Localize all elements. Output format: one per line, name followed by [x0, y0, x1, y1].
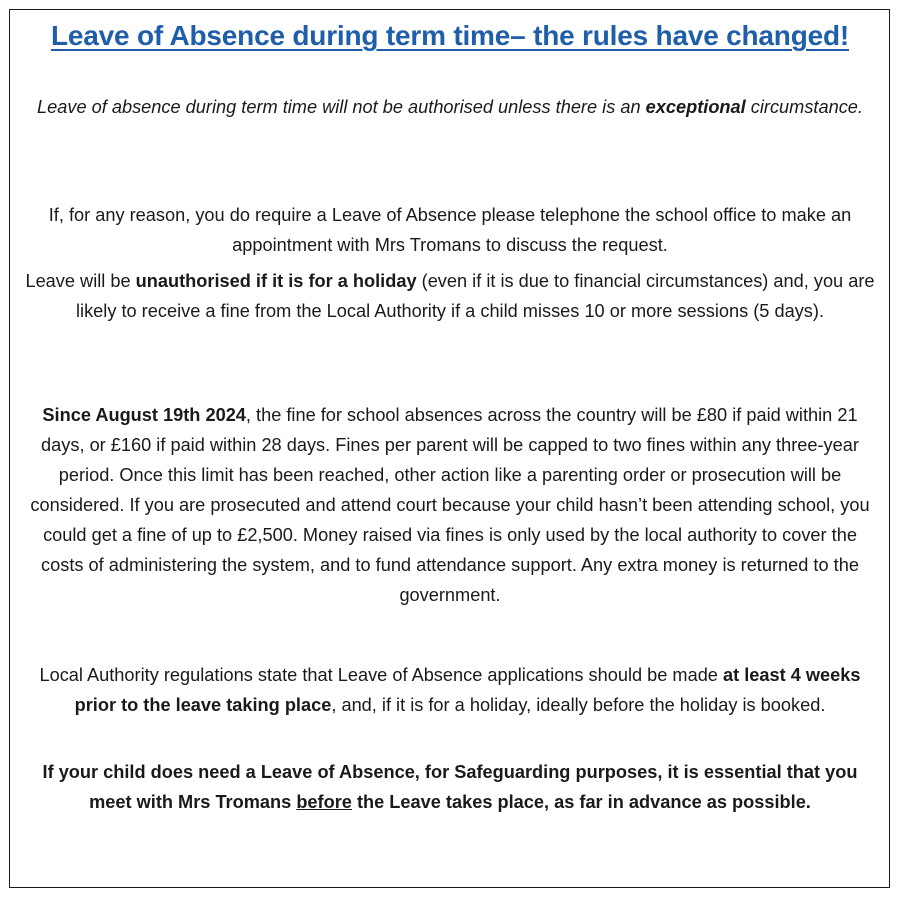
intro-bold-text: exceptional [645, 97, 746, 117]
fines-paragraph [22, 400, 878, 610]
application-paragraph [22, 660, 878, 720]
application-text-before: Local Authority regulations state that Leave of Absence applications should be made [39, 665, 723, 685]
unauthorised-paragraph [22, 266, 878, 326]
safeguarding-text-after: the Leave takes place, as far in advance as possible. [351, 792, 811, 812]
safeguarding-paragraph [22, 757, 878, 817]
intro-text-after: circumstance. [745, 97, 863, 117]
unauthorised-text-before: Leave will be [25, 271, 136, 291]
fines-bold-date: Since August 19th 2024 [42, 405, 246, 425]
notice-title: Leave of Absence during term time– the rules have changed! [50, 20, 850, 51]
application-text-after: , and, if it is for a holiday, ideally before the holiday is booked. [331, 695, 826, 715]
intro-text-before: Leave of absence during term time will not be authorised unless there is an [37, 97, 646, 117]
unauthorised-text-after: (even if it is due to financial circumstances) and, you are likely to receive a fine from the Local Authority if a child misses 10 or more sessions (5 days). [75, 271, 875, 321]
unauthorised-bold-text: unauthorised if it is for a holiday [135, 271, 417, 291]
application-bold-text: at least 4 weeks prior to the leave taking place [74, 665, 861, 715]
safeguarding-text-before: If your child does need a Leave of Absence, for Safeguarding purposes, it is essential that you meet with Mrs Tromans [42, 762, 858, 812]
request-paragraph: If, for any reason, you do require a Leave of Absence please telephone the school office to make an appointment with Mrs Tromans to discuss the request. [48, 205, 852, 255]
intro-paragraph [22, 92, 878, 122]
safeguarding-underlined-text: before [296, 792, 352, 812]
fines-text-after: , the fine for school absences across the country will be £80 if paid within 21 days, or £160 if paid within 28 days. Fines per parent will be capped to two fines within any three-year period. Once this limit has been reached, other action like a parenting order or prosecution will be considered. If you are prosecuted and attend court because your child hasn’t been attending school, you could get a fine of up to £2,500. Money raised via fines is only used by the local authority to cover the costs of administering the system, and to fund attendance support. Any extra money is returned to the government. [30, 405, 870, 605]
